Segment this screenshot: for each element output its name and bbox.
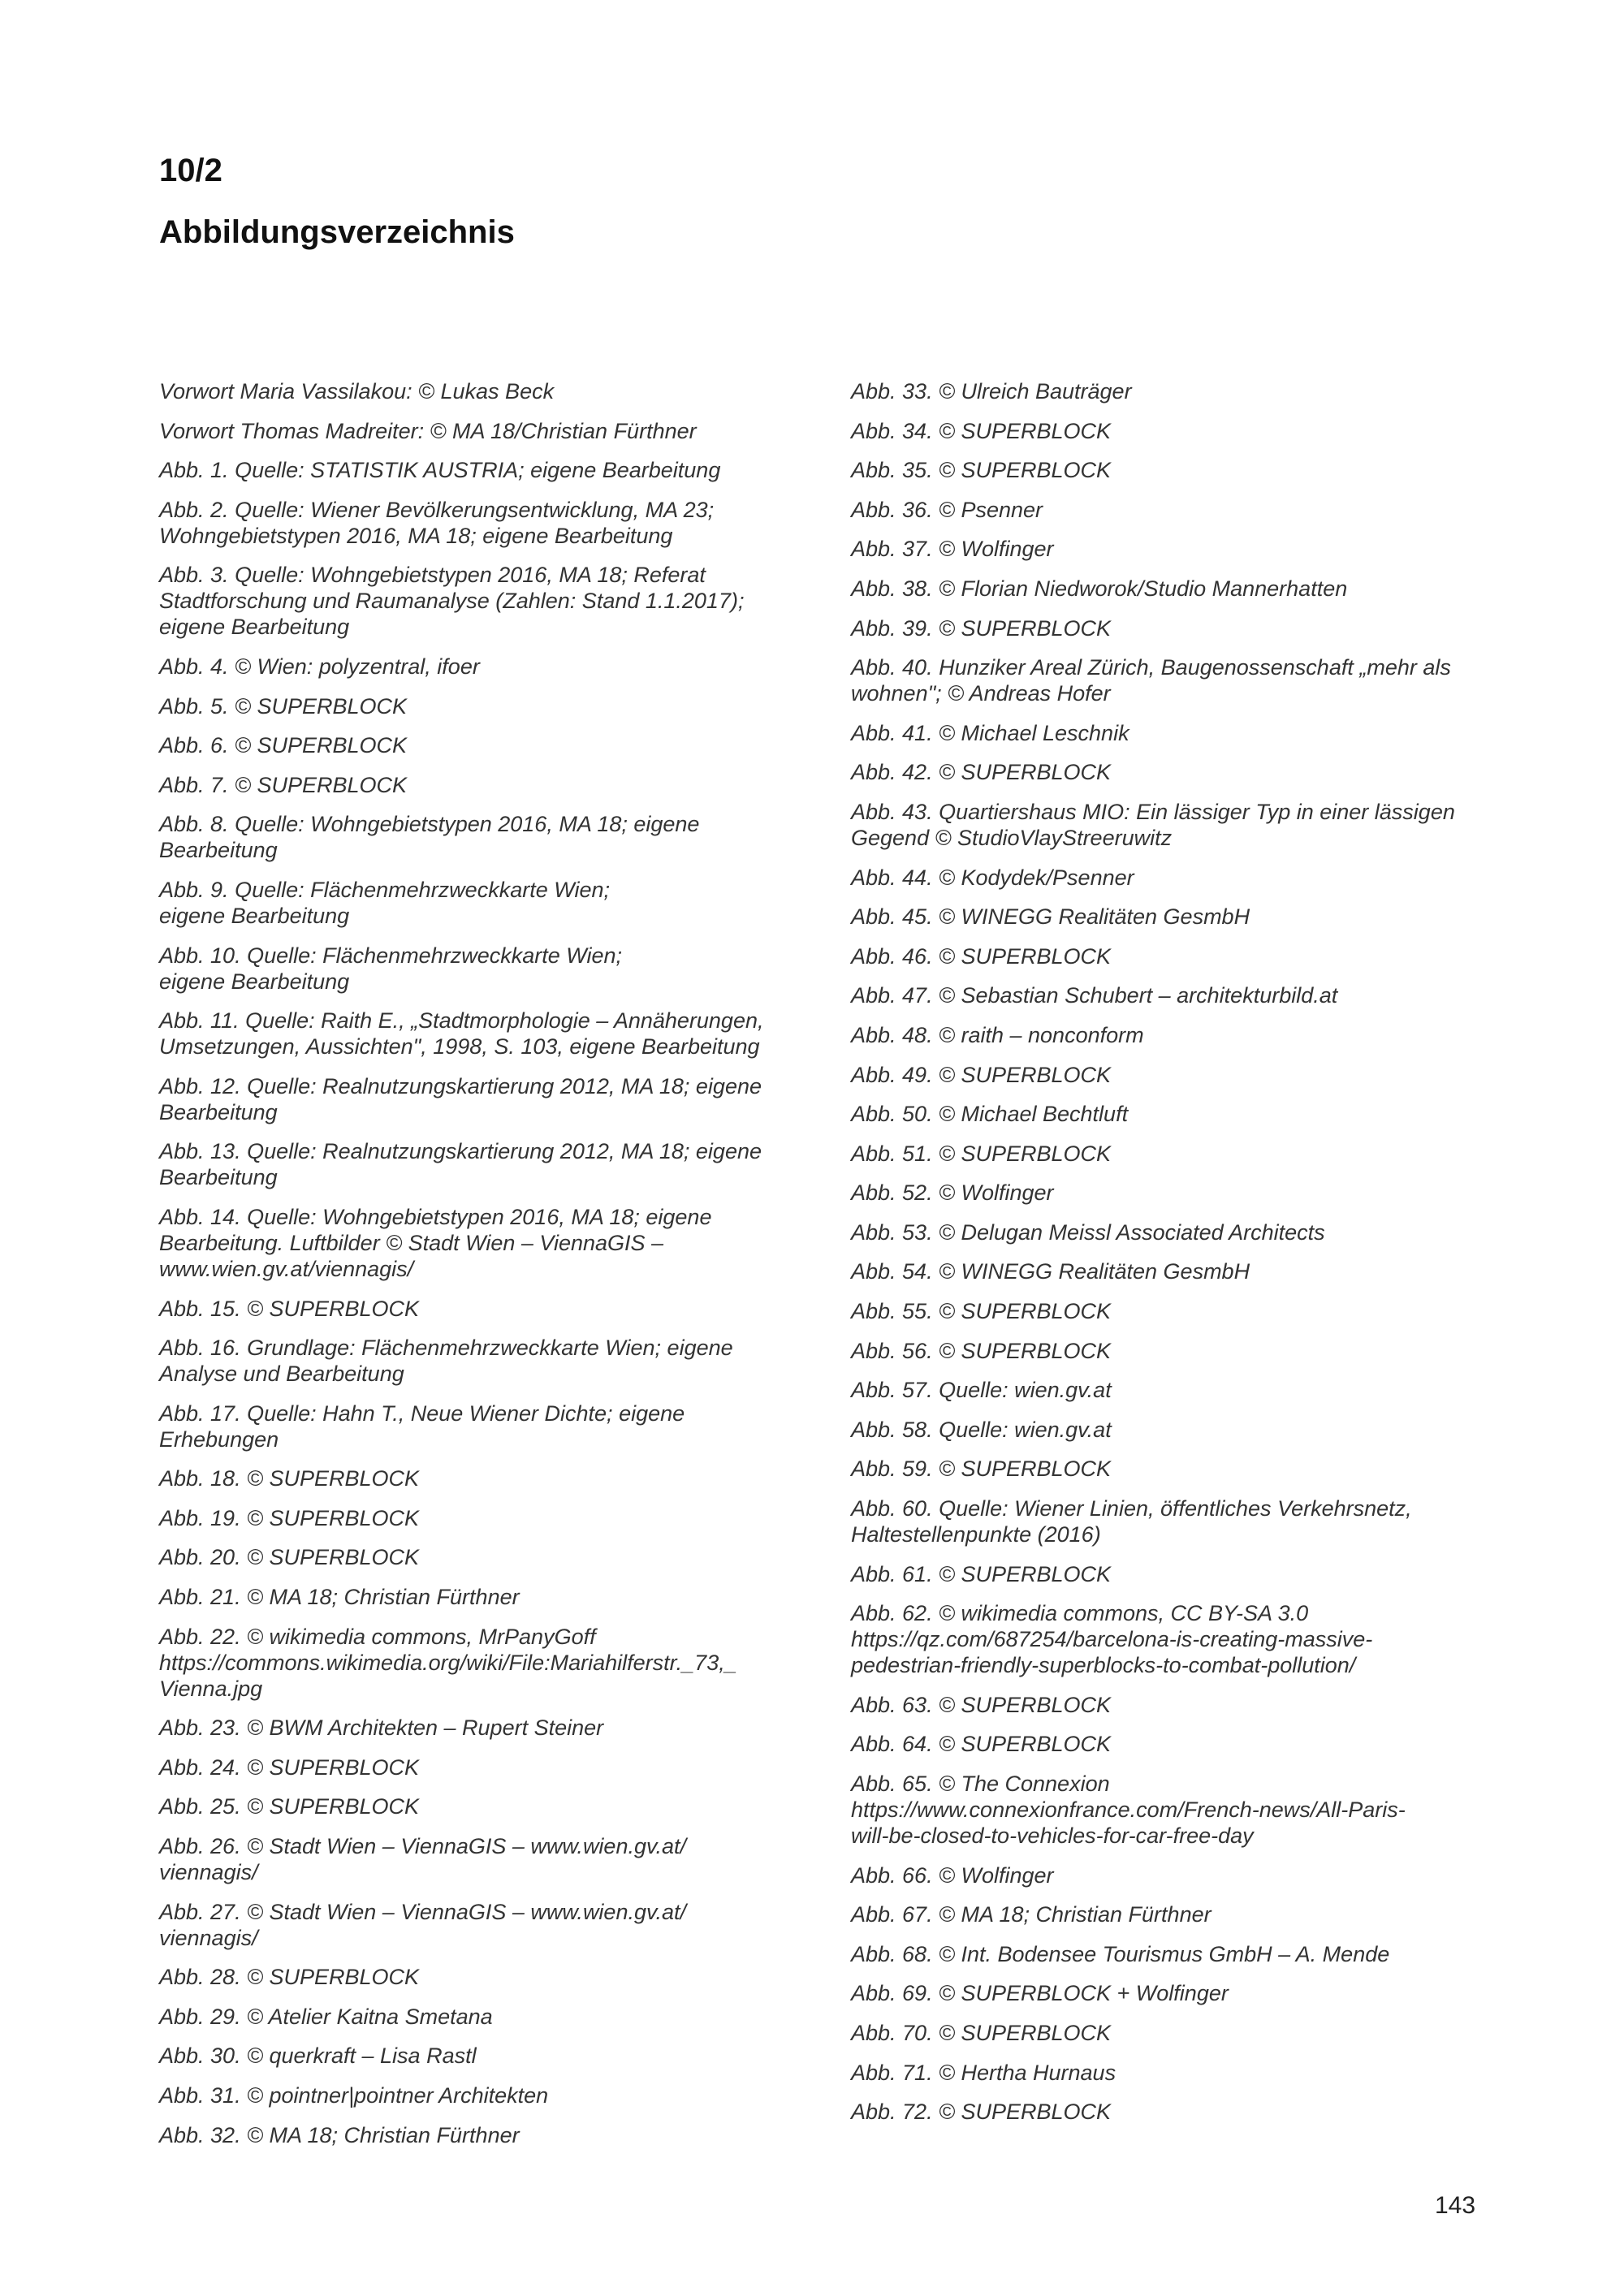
figure-credit-entry: Abb. 44. © Kodydek/Psenner — [851, 865, 1134, 890]
figure-credit-entry: Abb. 54. © WINEGG Realitäten GesmbH — [851, 1259, 1250, 1284]
figure-credit-entry: Abb. 24. © SUPERBLOCK — [159, 1754, 420, 1780]
figure-credit-entry: Abb. 57. Quelle: wien.gv.at — [851, 1378, 1112, 1403]
figure-credit-entry: Abb. 66. © Wolfinger — [851, 1862, 1054, 1888]
figure-credit-entry: Abb. 59. © SUPERBLOCK — [851, 1457, 1112, 1482]
figure-credit-entry: Abb. 23. © BWM Architekten – Rupert Steiner — [159, 1716, 604, 1741]
figure-credit-entry: Abb. 64. © SUPERBLOCK — [851, 1732, 1112, 1757]
figure-list-right-column — [851, 378, 1484, 2138]
figure-credit-entry: Abb. 58. Quelle: wien.gv.at — [851, 1417, 1112, 1442]
figure-credit-entry: Abb. 8. Quelle: Wohngebietstypen 2016, MA 18; eigene Bearbeitung — [159, 812, 700, 863]
figure-credit-entry: Abb. 61. © SUPERBLOCK — [851, 1561, 1112, 1586]
figure-credit-entry: Abb. 10. Quelle: Flächenmehrzweckkarte Wien; eigene Bearbeitung — [159, 943, 623, 994]
figure-credit-entry: Abb. 40. Hunziker Areal Zürich, Baugenossenschaft „mehr als wohnen"; © Andreas Hofer — [851, 655, 1451, 706]
figure-credit-entry: Abb. 63. © SUPERBLOCK — [851, 1692, 1112, 1717]
figure-credit-entry: Abb. 28. © SUPERBLOCK — [159, 1965, 420, 1990]
figure-credit-entry: Abb. 5. © SUPERBLOCK — [159, 693, 408, 719]
figure-credit-entry: Abb. 7. © SUPERBLOCK — [159, 772, 408, 797]
figure-credit-entry: Abb. 21. © MA 18; Christian Fürthner — [159, 1585, 520, 1610]
figure-credit-entry: Abb. 38. © Florian Niedworok/Studio Mannerhatten — [851, 576, 1348, 601]
figure-credit-entry: Abb. 33. © Ulreich Bauträger — [851, 379, 1132, 404]
figure-credit-entry: Abb. 17. Quelle: Hahn T., Neue Wiener Dichte; eigene Erhebungen — [159, 1400, 685, 1452]
figure-credit-entry: Abb. 60. Quelle: Wiener Linien, öffentliches Verkehrsnetz, Haltestellenpunkte (2016) — [851, 1496, 1412, 1547]
figure-credit-entry: Abb. 13. Quelle: Realnutzungskartierung 2012, MA 18; eigene Bearbeitung — [159, 1139, 762, 1190]
figure-credit-entry: Abb. 36. © Psenner — [851, 497, 1043, 522]
figure-credit-entry: Abb. 69. © SUPERBLOCK + Wolfinger — [851, 1981, 1229, 2006]
figure-credit-entry: Abb. 1. Quelle: STATISTIK AUSTRIA; eigene Bearbeitung — [159, 458, 721, 483]
figure-credit-entry: Abb. 30. © querkraft – Lisa Rastl — [159, 2044, 477, 2069]
figure-credit-entry: Abb. 62. © wikimedia commons, CC BY-SA 3.0 https://qz.com/687254/barcelona-is-creating-massive- pedestrian-friendly-superblocks-to-combat-pollution/ — [851, 1601, 1373, 1678]
figure-credit-entry: Abb. 27. © Stadt Wien – ViennaGIS – www.wien.gv.at/ viennagis/ — [159, 1899, 687, 1950]
figure-credit-entry: Abb. 20. © SUPERBLOCK — [159, 1545, 420, 1570]
figure-credit-entry: Vorwort Maria Vassilakou: © Lukas Beck — [159, 379, 555, 404]
figure-credit-entry: Abb. 11. Quelle: Raith E., „Stadtmorphologie – Annäherungen, Umsetzungen, Aussichten", 1998, S. 103, eigene Bearbeitung — [159, 1008, 764, 1060]
figure-credit-entry: Abb. 48. © raith – nonconform — [851, 1022, 1144, 1047]
figure-credit-entry: Abb. 14. Quelle: Wohngebietstypen 2016, MA 18; eigene Bearbeitung. Luftbilder © Stadt Wien – ViennaGIS – www.wien.gv.at/viennagis/ — [159, 1204, 712, 1281]
figure-credit-entry: Abb. 37. © Wolfinger — [851, 537, 1054, 562]
figure-credit-entry: Abb. 16. Grundlage: Flächenmehrzweckkarte Wien; eigene Analyse und Bearbeitung — [159, 1336, 733, 1387]
figure-credit-entry: Abb. 49. © SUPERBLOCK — [851, 1062, 1112, 1087]
figure-credit-entry: Abb. 19. © SUPERBLOCK — [159, 1505, 420, 1530]
page-number: 143 — [1435, 2192, 1476, 2219]
figure-credit-entry: Abb. 35. © SUPERBLOCK — [851, 458, 1112, 483]
figure-credit-entry: Abb. 45. © WINEGG Realitäten GesmbH — [851, 904, 1250, 930]
figure-credit-entry: Abb. 52. © Wolfinger — [851, 1180, 1054, 1206]
figure-credit-entry: Abb. 68. © Int. Bodensee Tourismus GmbH – A. Mende — [851, 1941, 1390, 1966]
figure-credit-entry: Abb. 47. © Sebastian Schubert – architekturbild.at — [851, 983, 1338, 1008]
figure-credit-entry: Abb. 26. © Stadt Wien – ViennaGIS – www.wien.gv.at/ viennagis/ — [159, 1834, 687, 1885]
figure-credit-entry: Abb. 18. © SUPERBLOCK — [159, 1466, 420, 1491]
figure-credit-entry: Abb. 67. © MA 18; Christian Fürthner — [851, 1902, 1212, 1927]
section-number: 10/2 — [159, 153, 222, 188]
figure-credit-entry: Abb. 55. © SUPERBLOCK — [851, 1299, 1112, 1324]
figure-credit-entry: Abb. 22. © wikimedia commons, MrPanyGoff https://commons.wikimedia.org/wiki/File:Mariahilferstr._73,_ Vienna.jpg — [159, 1624, 737, 1701]
figure-credit-entry: Abb. 4. © Wien: polyzentral, ifoer — [159, 654, 480, 679]
figure-credit-entry: Abb. 32. © MA 18; Christian Fürthner — [159, 2122, 520, 2147]
figure-credit-entry: Abb. 25. © SUPERBLOCK — [159, 1794, 420, 1819]
figure-credit-entry: Abb. 6. © SUPERBLOCK — [159, 733, 408, 758]
figure-list-left-column — [159, 378, 801, 2161]
figure-credit-entry: Abb. 12. Quelle: Realnutzungskartierung 2012, MA 18; eigene Bearbeitung — [159, 1073, 762, 1124]
figure-credit-entry: Abb. 39. © SUPERBLOCK — [851, 615, 1112, 641]
figure-credit-entry: Vorwort Thomas Madreiter: © MA 18/Christian Fürthner — [159, 418, 697, 443]
figure-credit-entry: Abb. 29. © Atelier Kaitna Smetana — [159, 2004, 493, 2029]
figure-credit-entry: Abb. 46. © SUPERBLOCK — [851, 943, 1112, 969]
figure-credit-entry: Abb. 65. © The Connexion https://www.connexionfrance.com/French-news/All-Paris- will-be-closed-to-vehicles-for-car-free-day — [851, 1772, 1406, 1848]
figure-credit-entry: Abb. 3. Quelle: Wohngebietstypen 2016, MA 18; Referat Stadtforschung und Raumanalyse (Zahlen: Stand 1.1.2017); eigene Bearbeitung — [159, 563, 745, 640]
figure-credit-entry: Abb. 53. © Delugan Meissl Associated Architects — [851, 1219, 1325, 1245]
figure-credit-entry: Abb. 15. © SUPERBLOCK — [159, 1296, 420, 1321]
figure-credit-entry: Abb. 34. © SUPERBLOCK — [851, 418, 1112, 443]
figure-credit-entry: Abb. 56. © SUPERBLOCK — [851, 1338, 1112, 1363]
figure-credit-entry: Abb. 42. © SUPERBLOCK — [851, 760, 1112, 785]
figure-credit-entry: Abb. 51. © SUPERBLOCK — [851, 1141, 1112, 1166]
figure-credit-entry: Abb. 9. Quelle: Flächenmehrzweckkarte Wien; eigene Bearbeitung — [159, 877, 611, 928]
figure-credit-entry: Abb. 2. Quelle: Wiener Bevölkerungsentwicklung, MA 23; Wohngebietstypen 2016, MA 18; eigene Bearbeitung — [159, 497, 715, 548]
figure-credit-entry: Abb. 71. © Hertha Hurnaus — [851, 2060, 1116, 2085]
figure-credit-entry: Abb. 50. © Michael Bechtluft — [851, 1102, 1129, 1127]
figure-credit-entry: Abb. 41. © Michael Leschnik — [851, 720, 1129, 745]
figure-credit-entry: Abb. 43. Quartiershaus MIO: Ein lässiger Typ in einer lässigen Gegend © StudioVlayStreeruwitz — [851, 799, 1455, 850]
page-title: Abbildungsverzeichnis — [159, 214, 515, 250]
figure-credit-entry: Abb. 70. © SUPERBLOCK — [851, 2020, 1112, 2045]
figure-credit-entry: Abb. 31. © pointner|pointner Architekten — [159, 2083, 549, 2108]
figure-credit-entry: Abb. 72. © SUPERBLOCK — [851, 2100, 1112, 2125]
